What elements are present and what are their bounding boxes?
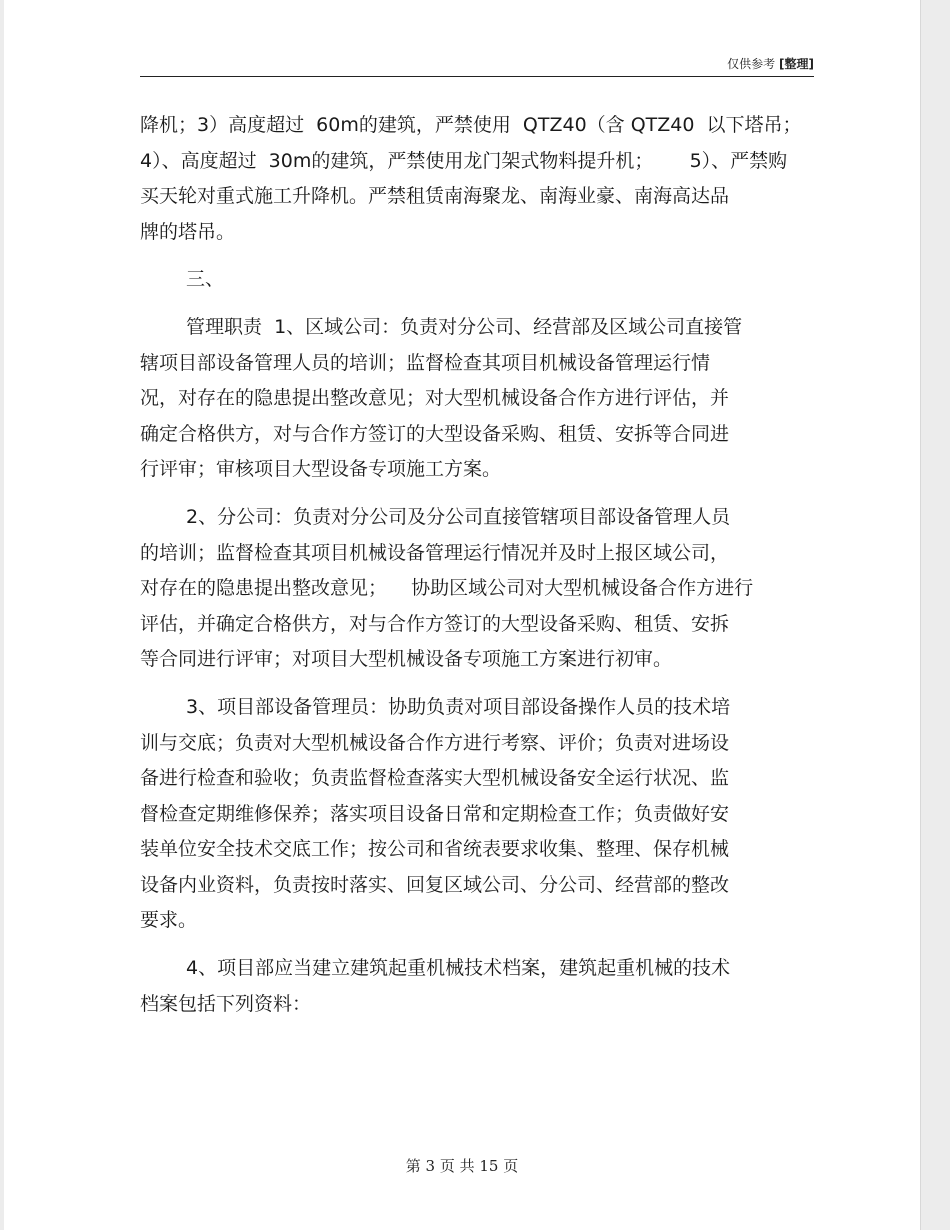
paragraph-3: [140, 310, 814, 488]
text-line: 评估，并确定合格供方，对与合作方签订的大型设备采购、租赁、安拆: [140, 612, 730, 635]
text-line: 行评审；审核项目大型设备专项施工方案。: [140, 458, 502, 481]
text-line: 确定合格供方，对与合作方签订的大型设备采购、租赁、安拆等合同进: [140, 422, 730, 445]
section-heading: 三、: [186, 268, 225, 291]
paragraph-4: [140, 500, 814, 678]
text-line: 4、项目部应当建立建筑起重机械技术档案，建筑起重机械的技术: [186, 957, 731, 980]
page-header: [140, 54, 814, 77]
text-line: 设备内业资料，负责按时落实、回复区域公司、分公司、经营部的整改: [140, 873, 730, 896]
header-tag: [整理]: [779, 57, 814, 71]
text-line: 况，对存在的隐患提出整改意见；对大型机械设备合作方进行评估，并: [140, 387, 730, 410]
text-line: 4）、高度超过 30m的建筑，严禁使用龙门架式物料提升机； 5）、严禁购: [140, 149, 788, 172]
text-line: 训与交底；负责对大型机械设备合作方进行考察、评价；负责对进场设: [140, 731, 730, 754]
paragraph-5: [140, 690, 814, 939]
header-text: 仅供参考: [727, 57, 776, 71]
text-line: 管理职责 1、区域公司：负责对分公司、经营部及区域公司直接管: [186, 315, 743, 338]
document-body: [140, 108, 814, 1022]
text-line: 等合同进行评审；对项目大型机械设备专项施工方案进行初审。: [140, 648, 673, 671]
text-line: 3、项目部设备管理员：协助负责对项目部设备操作人员的技术培: [186, 695, 731, 718]
text-line: 要求。: [140, 909, 198, 932]
text-line: 的培训；监督检查其项目机械设备管理运行情况并及时上报区域公司，: [140, 541, 730, 564]
paragraph-1: [140, 108, 814, 250]
text-line: 备进行检查和验收；负责监督检查落实大型机械设备安全运行状况、监: [140, 767, 730, 790]
text-line: 督检查定期维修保养；落实项目设备日常和定期检查工作；负责做好安: [140, 802, 730, 825]
page-number: 第 3 页 共 15 页: [405, 1157, 519, 1175]
text-line: 辖项目部设备管理人员的培训；监督检查其项目机械设备管理运行情: [140, 351, 711, 374]
text-line: 档案包括下列资料：: [140, 992, 312, 1015]
text-line: 买天轮对重式施工升降机。严禁租赁南海聚龙、南海业豪、南海高达品: [140, 185, 730, 208]
paragraph-2: [140, 262, 814, 298]
text-line: 2、分公司：负责对分公司及分公司直接管辖项目部设备管理人员: [186, 505, 731, 528]
text-line: 降机；3）高度超过 60m的建筑，严禁使用 QTZ40（含 QTZ40 以下塔吊；: [140, 114, 802, 136]
document-page: [4, 0, 921, 1230]
text-line: 装单位安全技术交底工作；按公司和省统表要求收集、整理、保存机械: [140, 838, 730, 861]
paragraph-6: [140, 951, 814, 1022]
text-line: 对存在的隐患提出整改意见； 协助区域公司对大型机械设备合作方进行: [140, 577, 754, 600]
text-line: 牌的塔吊。: [140, 220, 236, 243]
